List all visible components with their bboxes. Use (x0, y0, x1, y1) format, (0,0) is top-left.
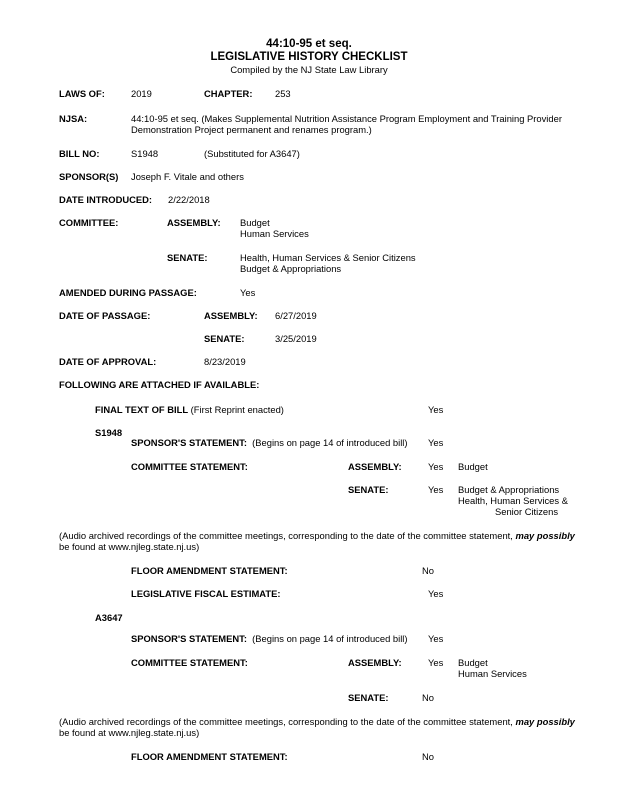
njsa-line-2: Demonstration Project permanent and renames program.) (131, 124, 372, 135)
s1948-sponsor-statement-row (131, 437, 407, 448)
s1948-cs-assembly-label: ASSEMBLY: (348, 461, 402, 472)
s1948-fiscal-estimate-value: Yes (428, 588, 444, 599)
a3647-cs-assembly-value: Yes (428, 657, 444, 668)
s1948-audio-note-line-2: be found at www.njleg.state.nj.us) (59, 541, 200, 552)
s1948-cs-assembly-committee: Budget (458, 461, 488, 472)
a3647-floor-amendment-value: No (422, 751, 434, 762)
final-text-label: FINAL TEXT OF BILL (95, 404, 189, 415)
final-text-value: Yes (428, 404, 444, 415)
date-introduced-label: DATE INTRODUCED: (59, 194, 153, 205)
final-text-note: (First Reprint enacted) (190, 404, 284, 415)
a3647-cs-assembly-label: ASSEMBLY: (348, 657, 402, 668)
attached-heading: FOLLOWING ARE ATTACHED IF AVAILABLE: (59, 379, 260, 390)
chapter-value: 253 (275, 88, 291, 99)
committee-senate-item: Health, Human Services & Senior Citizens (240, 252, 416, 263)
audio-note-text: (Audio archived recordings of the committee meetings, corresponding to the date of the committee statement, (59, 716, 516, 727)
passage-assembly-date: 6/27/2019 (275, 310, 317, 321)
s1948-heading: S1948 (95, 427, 123, 438)
njsa-label: NJSA: (59, 113, 88, 124)
bill-no-value: S1948 (131, 148, 159, 159)
s1948-sponsor-statement-label: SPONSOR'S STATEMENT: (131, 437, 247, 448)
njsa-line-1: 44:10-95 et seq. (Makes Supplemental Nutrition Assistance Program Employment and Training Provider (131, 113, 562, 124)
sponsor-label: SPONSOR(S) (59, 171, 119, 182)
a3647-cs-assembly-committee: Budget (458, 657, 488, 668)
passage-senate-label: SENATE: (204, 333, 245, 344)
date-of-approval-label: DATE OF APPROVAL: (59, 356, 157, 367)
committee-assembly-label: ASSEMBLY: (167, 217, 221, 228)
s1948-audio-note-line-1 (59, 530, 575, 541)
s1948-floor-amendment-value: No (422, 565, 434, 576)
a3647-cs-senate-label: SENATE: (348, 692, 389, 703)
audio-note-emphasis: may possibly (515, 716, 575, 727)
committee-assembly-item: Human Services (240, 228, 309, 239)
s1948-sponsor-statement-note: (Begins on page 14 of introduced bill) (252, 437, 408, 448)
committee-assembly-item: Budget (240, 217, 270, 228)
a3647-sponsor-statement-row (131, 633, 407, 644)
passage-senate-date: 3/25/2019 (275, 333, 317, 344)
audio-note-emphasis: may possibly (515, 530, 575, 541)
s1948-cs-senate-committee: Senior Citizens (495, 506, 559, 517)
laws-of-label: LAWS OF: (59, 88, 105, 99)
s1948-cs-senate-value: Yes (428, 484, 444, 495)
s1948-floor-amendment-label: FLOOR AMENDMENT STATEMENT: (131, 565, 288, 576)
sponsor-value: Joseph F. Vitale and others (131, 171, 244, 182)
a3647-sponsor-statement-note: (Begins on page 14 of introduced bill) (252, 633, 408, 644)
a3647-sponsor-statement-value: Yes (428, 633, 444, 644)
bill-substitution-note: (Substituted for A3647) (204, 148, 300, 159)
a3647-floor-amendment-label: FLOOR AMENDMENT STATEMENT: (131, 751, 288, 762)
citation-heading: 44:10-95 et seq. (266, 38, 352, 50)
passage-assembly-label: ASSEMBLY: (204, 310, 258, 321)
amended-value: Yes (240, 287, 256, 298)
committee-label: COMMITTEE: (59, 217, 119, 228)
s1948-cs-senate-committee: Health, Human Services & (458, 495, 568, 506)
s1948-committee-statement-label: COMMITTEE STATEMENT: (131, 461, 248, 472)
s1948-cs-assembly-value: Yes (428, 461, 444, 472)
audio-note-text: (Audio archived recordings of the committee meetings, corresponding to the date of the committee statement, (59, 530, 516, 541)
s1948-cs-senate-label: SENATE: (348, 484, 389, 495)
final-text-row (95, 404, 284, 415)
committee-senate-label: SENATE: (167, 252, 208, 263)
a3647-committee-statement-label: COMMITTEE STATEMENT: (131, 657, 248, 668)
a3647-audio-note-line-1 (59, 716, 575, 727)
date-of-passage-label: DATE OF PASSAGE: (59, 310, 151, 321)
compiled-by: Compiled by the NJ State Law Library (230, 64, 388, 75)
amended-label: AMENDED DURING PASSAGE: (59, 287, 197, 298)
s1948-cs-senate-committee: Budget & Appropriations (458, 484, 560, 495)
a3647-audio-note-line-2: be found at www.njleg.state.nj.us) (59, 727, 200, 738)
a3647-cs-senate-value: No (422, 692, 434, 703)
date-introduced-value: 2/22/2018 (168, 194, 210, 205)
committee-senate-item: Budget & Appropriations (240, 263, 342, 274)
chapter-label: CHAPTER: (204, 88, 253, 99)
a3647-heading: A3647 (95, 612, 123, 623)
s1948-sponsor-statement-value: Yes (428, 437, 444, 448)
a3647-cs-assembly-committee: Human Services (458, 668, 527, 679)
date-of-approval-value: 8/23/2019 (204, 356, 246, 367)
s1948-fiscal-estimate-label: LEGISLATIVE FISCAL ESTIMATE: (131, 588, 281, 599)
bill-no-label: BILL NO: (59, 148, 100, 159)
laws-of-value: 2019 (131, 88, 152, 99)
page-title: LEGISLATIVE HISTORY CHECKLIST (210, 51, 408, 63)
a3647-sponsor-statement-label: SPONSOR'S STATEMENT: (131, 633, 247, 644)
